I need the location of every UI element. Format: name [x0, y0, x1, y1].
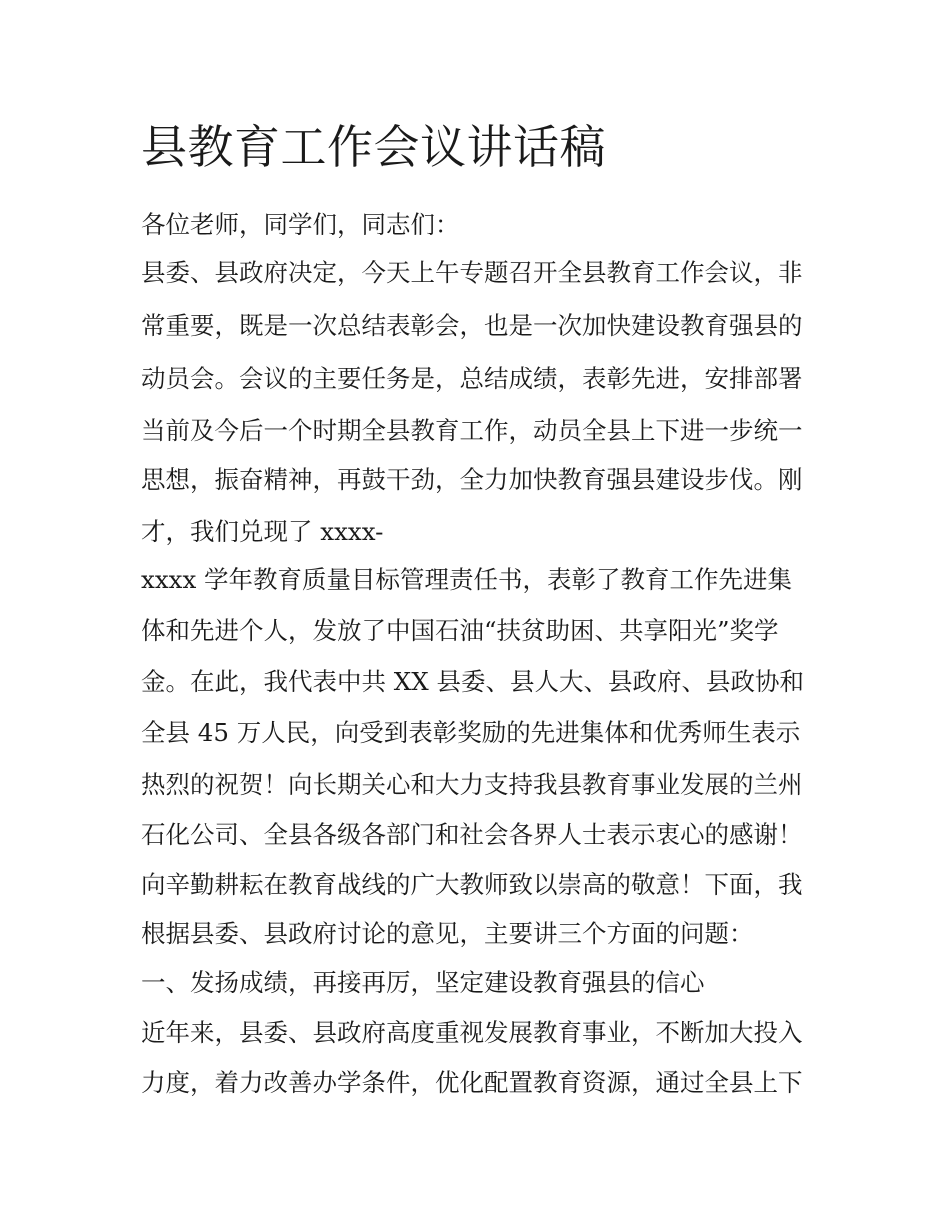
paragraph-line-14: 向辛勤耕耘在教育战线的广大教师致以崇高的敬意！下面，我: [141, 870, 803, 899]
paragraph-line-5: 当前及今后一个时期全县教育工作，动员全县上下进一步统一: [141, 416, 803, 445]
paragraph-line-3: 常重要，既是一次总结表彰会，也是一次加快建设教育强县的: [141, 311, 803, 340]
section-heading-1: 一、发扬成绩，再接再厉，坚定建设教育强县的信心: [141, 968, 705, 997]
paragraph-line-17: 近年来，县委、县政府高度重视发展教育事业，不断加大投入: [141, 1018, 803, 1047]
paragraph-line-8: xxxx 学年教育质量目标管理责任书，表彰了教育工作先进集: [141, 565, 793, 594]
paragraph-line-10: 金。在此，我代表中共 XX 县委、县人大、县政府、县政协和: [141, 667, 804, 696]
paragraph-line-9: 体和先进个人，发放了中国石油“扶贫助困、共享阳光”奖学: [141, 616, 779, 645]
paragraph-line-18: 力度，着力改善办学条件，优化配置教育资源，通过全县上下: [141, 1068, 803, 1097]
document-title: 县教育工作会议讲话稿: [141, 120, 606, 174]
paragraph-line-4: 动员会。会议的主要任务是，总结成绩，表彰先进，安排部署: [141, 364, 803, 393]
paragraph-line-2: 县委、县政府决定，今天上午专题召开全县教育工作会议，非: [141, 258, 803, 287]
paragraph-line-12: 热烈的祝贺！向长期关心和大力支持我县教育事业发展的兰州: [141, 770, 803, 799]
paragraph-line-7: 才，我们兑现了 xxxx-: [141, 517, 384, 546]
paragraph-line-13: 石化公司、全县各级各部门和社会各界人士表示衷心的感谢！: [141, 820, 803, 849]
paragraph-line-1: 各位老师，同学们，同志们：: [141, 210, 460, 239]
paragraph-line-15: 根据县委、县政府讨论的意见，主要讲三个方面的问题：: [141, 919, 754, 948]
paragraph-line-6: 思想，振奋精神，再鼓干劲，全力加快教育强县建设步伐。刚: [141, 465, 803, 494]
paragraph-line-11: 全县 45 万人民，向受到表彰奖励的先进集体和优秀师生表示: [141, 718, 801, 747]
